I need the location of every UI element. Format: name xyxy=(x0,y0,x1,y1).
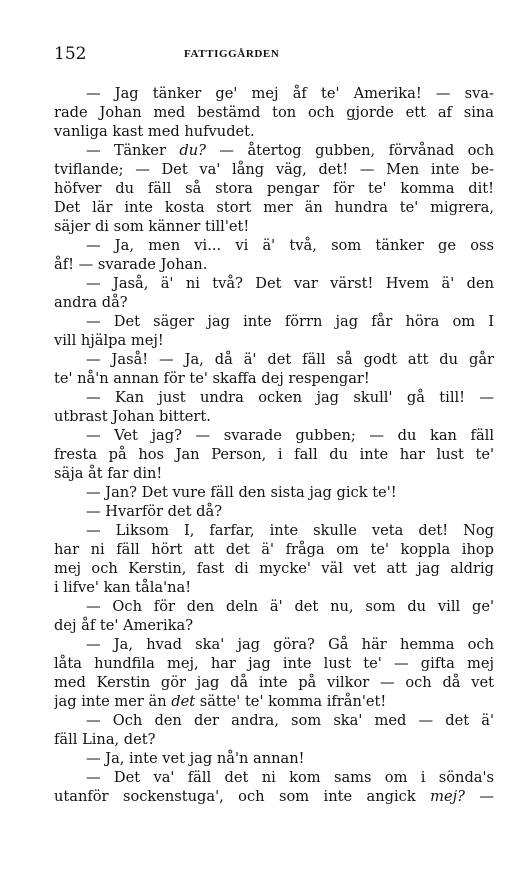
text-line: åf! — svarade Johan. xyxy=(54,256,208,273)
text-line: dej åf te' Amerika? xyxy=(54,617,194,634)
text-line: te' nå'n annan för te' skaffa dej respengar! xyxy=(54,370,370,387)
text-line: — Ja, hvad ska' jag göra? Gå här hemma och xyxy=(86,636,494,653)
text-line: mej och Kerstin, fast di mycke' väl vet att jag aldrig xyxy=(54,560,494,577)
text-line: säja åt far din! xyxy=(54,465,163,482)
text-line: tviflande; — Det va' lång väg, det! — Men inte be- xyxy=(54,161,494,178)
text-line: Det lär inte kosta stort mer än hundra te' migrera, xyxy=(54,199,494,216)
text-line: vanliga kast med hufvudet. xyxy=(54,123,255,140)
text-line: — Det säger jag inte förrn jag får höra om I xyxy=(86,313,494,330)
text-line: — Det va' fäll det ni kom sams om i sönda's xyxy=(86,769,494,786)
text-line: — Kan just undra ocken jag skull' gå till! — xyxy=(86,389,494,406)
text-line: säjer di som känner till'et! xyxy=(54,218,250,235)
text-line: låta hundfila mej, har jag inte lust te' — gifta mej xyxy=(54,655,494,672)
text-line: utbrast Johan bittert. xyxy=(54,408,211,425)
text-line: — Hvarför det då? xyxy=(86,503,223,520)
text-line: — Liksom I, farfar, inte skulle veta det! Nog xyxy=(86,522,494,539)
text-line: andra då? xyxy=(54,294,128,311)
body-text xyxy=(54,84,494,806)
text-line: — Vet jag? — svarade gubben; — du kan fäll xyxy=(86,427,494,444)
text-line: — Ja, inte vet jag nå'n annan! xyxy=(86,750,305,767)
text-line: rade Johan med bestämd ton och gjorde ett af sina xyxy=(54,104,494,121)
text-line: — Jan? Det vure fäll den sista jag gick te'! xyxy=(86,484,397,501)
page-header xyxy=(54,44,490,68)
text-line: höfver du fäll så stora pengar för te' komma dit! xyxy=(54,180,494,197)
page-number: 152 xyxy=(54,44,87,64)
text-line: — Jaså, ä' ni två? Det var värst! Hvem ä' den xyxy=(86,275,494,292)
text-line: — Och den der andra, som ska' med — det ä' xyxy=(86,712,494,729)
text-line: i lifve' kan tåla'na! xyxy=(54,579,192,596)
text-line: fäll Lina, det? xyxy=(54,731,156,748)
text-line: jag inte mer än det sätte' te' komma ifrån'et! xyxy=(54,693,387,710)
text-line: vill hjälpa mej! xyxy=(54,332,164,349)
text-line: — Jag tänker ge' mej åf te' Amerika! — sva- xyxy=(86,85,494,102)
text-line: — Och för den deln ä' det nu, som du vill ge' xyxy=(86,598,494,615)
text-line: har ni fäll hört att det ä' fråga om te' koppla ihop xyxy=(54,541,494,558)
running-title: FATTIGGÅRDEN xyxy=(184,48,280,60)
text-line: — Ja, men vi... vi ä' två, som tänker ge oss xyxy=(86,237,494,254)
text-line: fresta på hos Jan Person, i fall du inte har lust te' xyxy=(54,446,494,463)
text-line: — Jaså! — Ja, då ä' det fäll så godt att du går xyxy=(86,351,494,368)
text-line: utanför sockenstuga', och som inte angick mej? — xyxy=(54,788,494,805)
text-line: — Tänker du? — återtog gubben, förvånad och xyxy=(86,142,494,159)
text-line: med Kerstin gör jag då inte på vilkor — och då vet xyxy=(54,674,494,691)
